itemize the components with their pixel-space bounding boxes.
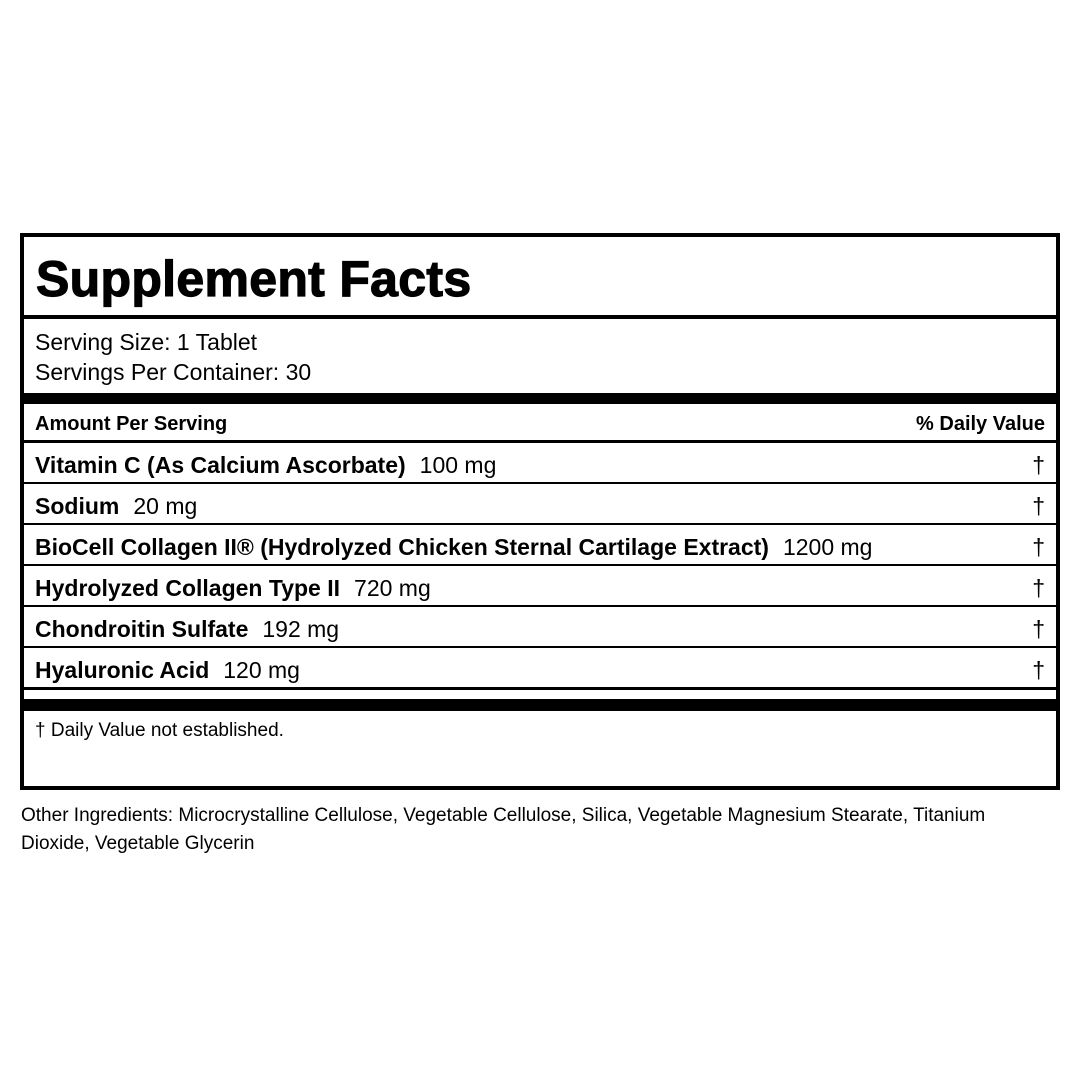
divider-title [24, 315, 1056, 319]
servings-per-container: Servings Per Container: 30 [35, 359, 312, 385]
nutrient-daily-value: † [1032, 493, 1045, 519]
divider-row [24, 646, 1056, 648]
divider-bottom-thick [24, 699, 1056, 711]
other-ingredients: Other Ingredients: Microcrystalline Cellulose, Vegetable Cellulose, Silica, Vegetable Magnesium Stearate, Titanium Dioxide, Vegetable Glycerin [21, 805, 986, 854]
nutrient-amount: 100 mg [419, 452, 497, 478]
nutrient-name: Sodium [35, 493, 120, 519]
nutrient-name: Vitamin C (As Calcium Ascorbate) [35, 452, 406, 478]
amount-per-serving-header: Amount Per Serving [35, 413, 228, 435]
nutrient-name: Chondroitin Sulfate [35, 616, 249, 642]
panel-title: Supplement Facts [36, 251, 472, 307]
nutrient-row [35, 614, 1045, 644]
divider-row [24, 523, 1056, 525]
nutrient-row [35, 450, 1045, 480]
divider-serving-thick [24, 393, 1056, 404]
nutrient-daily-value: † [1032, 534, 1045, 560]
divider-row [24, 605, 1056, 607]
divider-header [24, 440, 1056, 443]
nutrient-amount: 192 mg [262, 616, 340, 642]
nutrient-name: BioCell Collagen II® (Hydrolyzed Chicken Sternal Cartilage Extract) [35, 534, 769, 560]
nutrient-row [35, 491, 1045, 521]
nutrient-amount: 120 mg [223, 657, 300, 683]
nutrient-row [35, 573, 1045, 603]
nutrient-amount: 720 mg [354, 575, 431, 601]
divider-row [24, 482, 1056, 484]
nutrient-amount: 20 mg [133, 493, 198, 519]
serving-size: Serving Size: 1 Tablet [35, 329, 258, 355]
nutrient-daily-value: † [1032, 575, 1045, 601]
daily-value-header: % Daily Value [916, 413, 1045, 435]
nutrient-daily-value: † [1032, 452, 1045, 478]
nutrient-name: Hydrolyzed Collagen Type II [35, 575, 341, 601]
nutrient-row [35, 532, 1045, 562]
nutrient-row [35, 655, 1045, 685]
divider-row [24, 564, 1056, 566]
nutrient-name: Hyaluronic Acid [35, 657, 210, 683]
nutrient-amount: 1200 mg [782, 534, 873, 560]
divider-row [24, 687, 1056, 690]
nutrient-daily-value: † [1032, 657, 1045, 683]
nutrient-daily-value: † [1032, 616, 1045, 642]
daily-value-footnote: † Daily Value not established. [35, 720, 284, 741]
supplement-facts-panel [20, 233, 1060, 790]
